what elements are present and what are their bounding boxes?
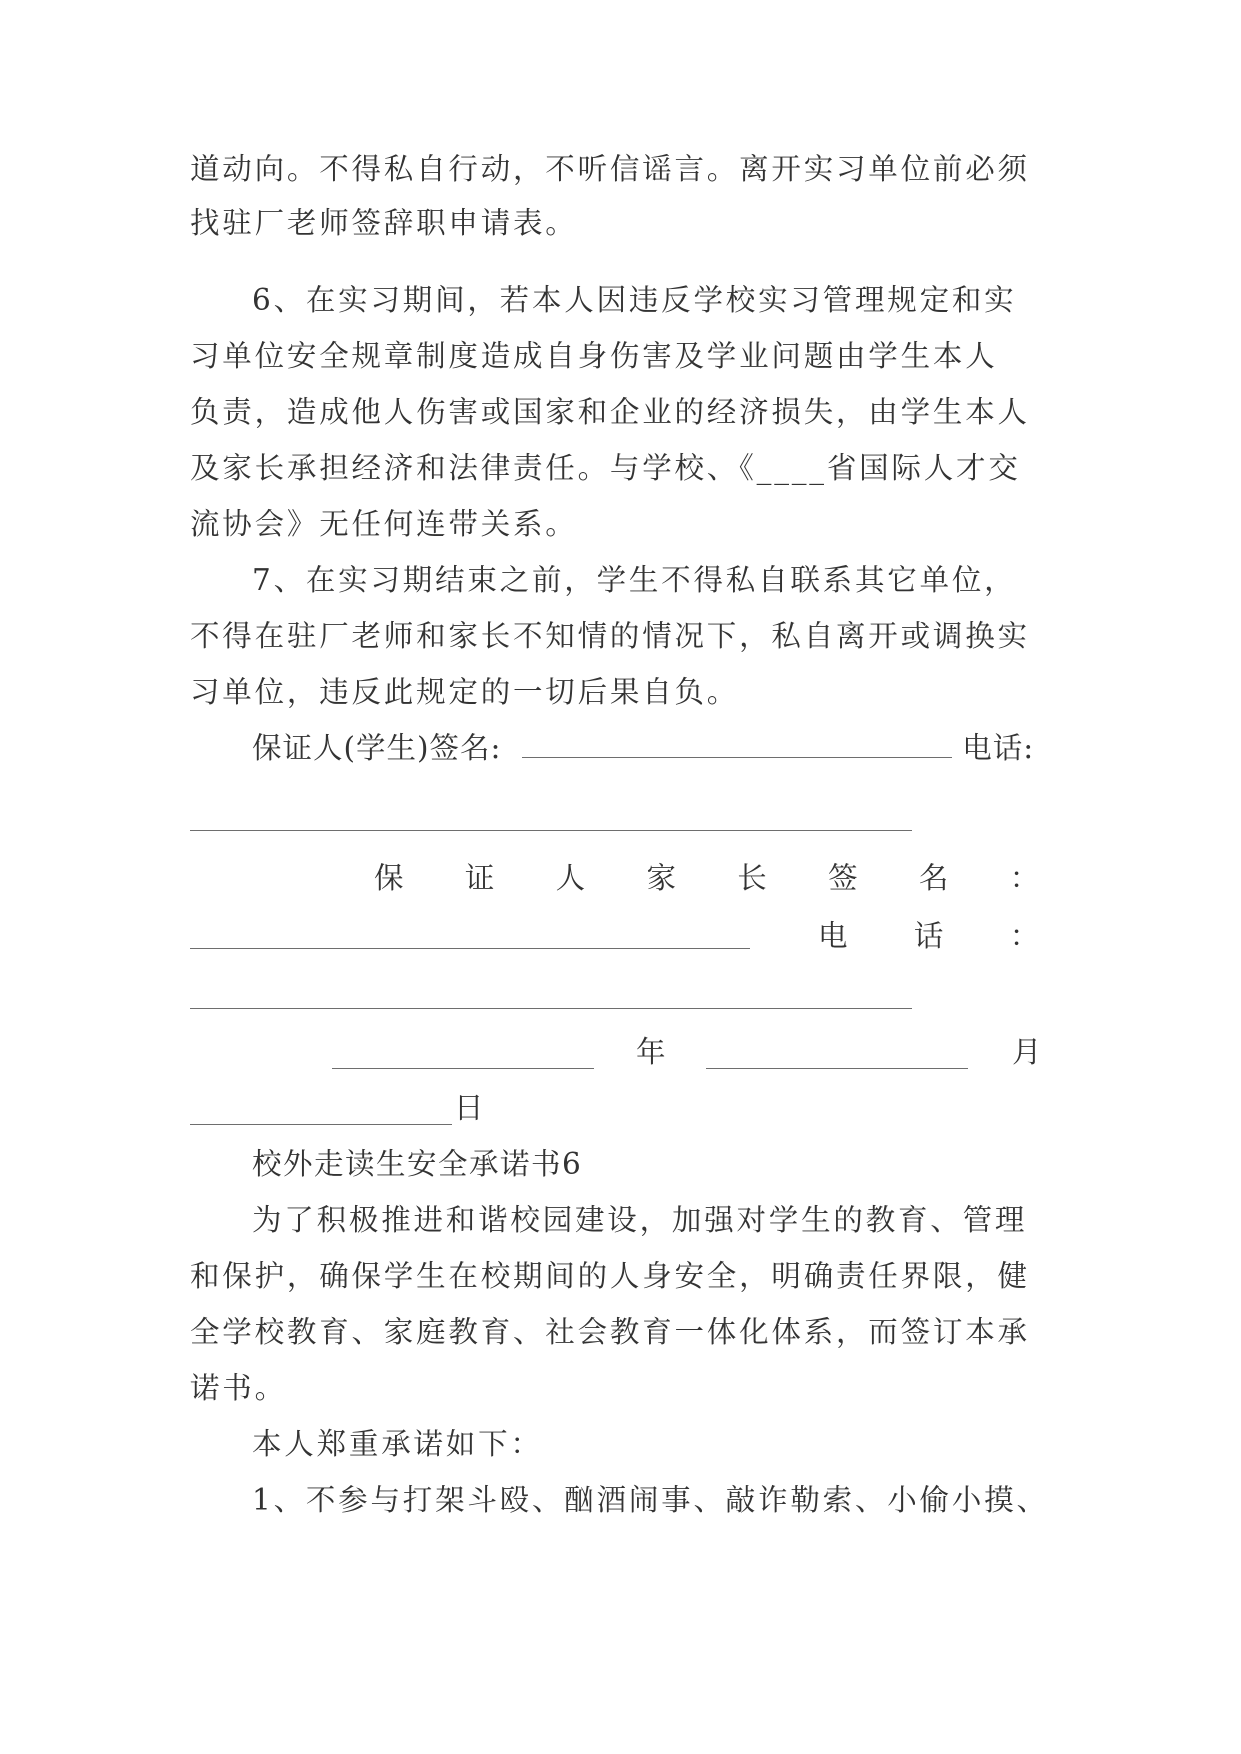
parent-signature-char: 长 xyxy=(737,861,770,895)
parent-signature-char: ： xyxy=(1009,861,1042,895)
month-blank[interactable] xyxy=(706,1068,968,1069)
text-line: 及家长承担经济和法律责任。与学校、《____省国际人才交 xyxy=(190,451,1021,485)
parent-signature-char: 证 xyxy=(464,861,498,895)
parent-phone-blank[interactable] xyxy=(190,1008,912,1009)
parent-signature-char: 签 xyxy=(828,861,861,895)
commitment-item-1: 1、不参与打架斗殴、酗酒闹事、敲诈勒索、小偷小摸、 xyxy=(252,1483,1049,1517)
text-line: 习单位，违反此规定的一切后果自负。 xyxy=(190,675,740,709)
text-line: 找驻厂老师签辞职申请表。 xyxy=(190,206,578,240)
parent-phone-row xyxy=(818,916,1042,956)
month-label: 月 xyxy=(1012,1035,1045,1069)
text-line: 不得在驻厂老师和家长不知情的情况下，私自离开或调换实 xyxy=(190,619,1030,653)
parent-signature-char: 家 xyxy=(646,861,679,895)
parent-signature-char: 人 xyxy=(555,861,588,895)
text-line: 流协会》无任何连带关系。 xyxy=(190,507,578,541)
day-label: 日 xyxy=(454,1091,487,1125)
paragraph-text: 为了积极推进和谐校园建设，加强对学生的教育、管理 xyxy=(252,1203,1028,1237)
parent-signature-blank[interactable] xyxy=(190,948,750,949)
clause-7-text: 7、在实习期结束之前，学生不得私自联系其它单位， xyxy=(252,563,1017,597)
paragraph-text: 和保护，确保学生在校期间的人身安全，明确责任界限，健 xyxy=(190,1259,1030,1293)
year-blank[interactable] xyxy=(332,1068,594,1069)
student-signature-line xyxy=(252,728,1034,768)
clause-6-text: 6、在实习期间，若本人因违反学校实习管理规定和实 xyxy=(252,283,1017,317)
parent-signature-char: 名 xyxy=(918,861,952,895)
parent-phone-char: 电 xyxy=(818,919,851,953)
parent-phone-char: 话 xyxy=(913,919,947,953)
text-line: 负责，造成他人伤害或国家和企业的经济损失，由学生本人 xyxy=(190,395,1030,429)
student-signature-blank[interactable] xyxy=(522,756,952,758)
parent-signature-char: 保 xyxy=(374,861,407,895)
commitment-heading: 本人郑重承诺如下： xyxy=(252,1427,543,1461)
parent-signature-row xyxy=(374,858,1042,898)
text-line: 习单位安全规章制度造成自身伤害及学业问题由学生本人 xyxy=(190,339,998,373)
year-label: 年 xyxy=(636,1035,669,1069)
paragraph-text: 全学校教育、家庭教育、社会教育一体化体系，而签订本承 xyxy=(190,1315,1030,1349)
section-title: 校外走读生安全承诺书6 xyxy=(252,1147,583,1181)
parent-phone-char: ： xyxy=(1009,919,1042,953)
paragraph-text: 诺书。 xyxy=(190,1371,287,1405)
student-signature-label: 保证人(学生)签名: xyxy=(252,731,502,765)
day-blank[interactable] xyxy=(190,1124,452,1125)
student-phone-blank[interactable] xyxy=(190,830,912,831)
student-phone-label: 电话: xyxy=(962,731,1035,765)
text-line: 道动向。不得私自行动，不听信谣言。离开实习单位前必须 xyxy=(190,152,1030,186)
